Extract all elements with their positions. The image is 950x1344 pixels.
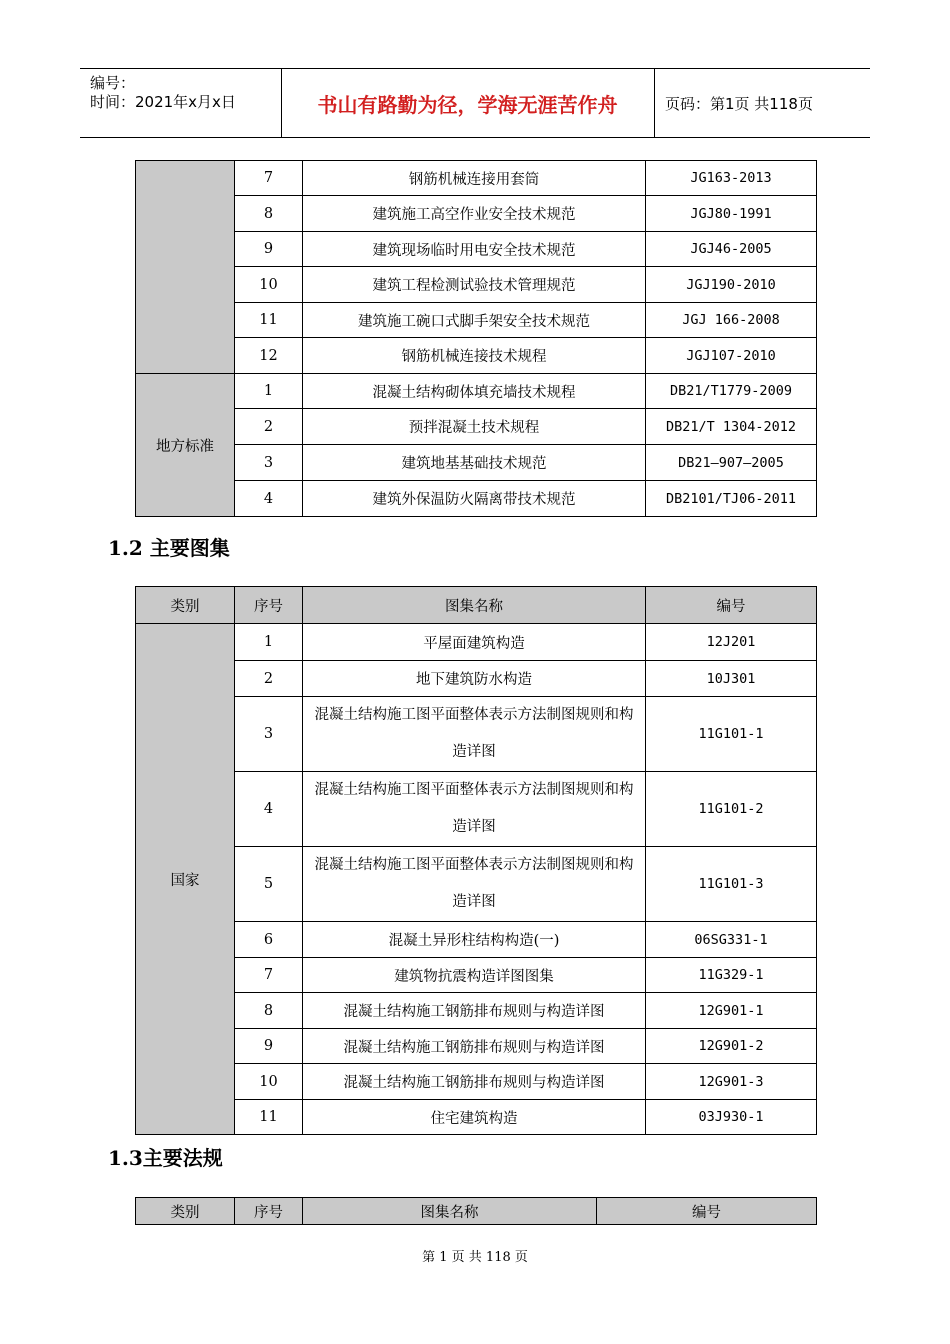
standards-table [135, 160, 817, 517]
table-row [136, 267, 817, 303]
category-local: 地方标准 [136, 374, 235, 517]
row-code: 12G901-2 [646, 1029, 817, 1064]
header-number: 序号 [235, 1198, 303, 1225]
row-code: JGJ80-1991 [646, 196, 817, 232]
row-name: 建筑工程检测试验技术管理规范 [303, 267, 646, 303]
row-code: JGJ107-2010 [646, 338, 817, 374]
row-name: 混凝土异形柱结构构造(一) [303, 922, 646, 958]
row-code: 11G101-2 [646, 772, 817, 847]
row-name: 钢筋机械连接技术规程 [303, 338, 646, 374]
header-info-cell [80, 69, 282, 137]
table-row [136, 445, 817, 481]
page-footer: 第 1 页 共 118 页 [422, 1250, 528, 1265]
table-row [136, 624, 817, 661]
row-name: 混凝土结构砌体填充墙技术规程 [303, 374, 646, 409]
row-code: DB21/T 1304-2012 [646, 409, 817, 445]
row-code: 12J201 [646, 624, 817, 661]
row-number: 8 [235, 196, 303, 232]
row-name: 建筑施工碗口式脚手架安全技术规范 [303, 303, 646, 338]
row-name: 混凝土结构施工钢筋排布规则与构造详图 [303, 1029, 646, 1064]
row-code: JGJ46-2005 [646, 232, 817, 267]
table-row [136, 374, 817, 409]
row-name: 预拌混凝土技术规程 [303, 409, 646, 445]
row-code: 10J301 [646, 661, 817, 697]
table-row [136, 847, 817, 922]
row-code: 03J930-1 [646, 1100, 817, 1135]
row-code: JGJ190-2010 [646, 267, 817, 303]
regulations-table [135, 1197, 817, 1225]
row-name: 混凝土结构施工图平面整体表示方法制图规则和构造详图 [303, 847, 646, 922]
row-name: 建筑现场临时用电安全技术规范 [303, 232, 646, 267]
table-row [136, 772, 817, 847]
row-number: 4 [235, 481, 303, 517]
row-number: 1 [235, 374, 303, 409]
table-row [136, 1029, 817, 1064]
row-number: 11 [235, 303, 303, 338]
row-number: 1 [235, 624, 303, 661]
row-number: 5 [235, 847, 303, 922]
row-code: 06SG331-1 [646, 922, 817, 958]
table-header-row [136, 587, 817, 624]
section-title: 1.3主要法规 [108, 1146, 223, 1170]
header-code: 编号 [646, 587, 817, 624]
row-code: DB21—907—2005 [646, 445, 817, 481]
row-number: 9 [235, 232, 303, 267]
category-cell [136, 161, 235, 374]
row-name: 混凝土结构施工图平面整体表示方法制图规则和构造详图 [303, 772, 646, 847]
row-code: DB21/T1779-2009 [646, 374, 817, 409]
row-number: 7 [235, 161, 303, 196]
header-category: 类别 [136, 1198, 235, 1225]
row-number: 12 [235, 338, 303, 374]
atlas-table [135, 586, 817, 1135]
row-name: 建筑地基基础技术规范 [303, 445, 646, 481]
motto: 书山有路勤为径，学海无涯苦作舟 [281, 69, 655, 137]
row-number: 3 [235, 697, 303, 772]
table-row [136, 481, 817, 517]
row-name: 地下建筑防水构造 [303, 661, 646, 697]
row-code: 12G901-1 [646, 993, 817, 1029]
row-name: 混凝土结构施工钢筋排布规则与构造详图 [303, 1064, 646, 1100]
table-row [136, 196, 817, 232]
row-code: 11G329-1 [646, 958, 817, 993]
table-row [136, 1100, 817, 1135]
row-name: 钢筋机械连接用套筒 [303, 161, 646, 196]
table-row [136, 338, 817, 374]
row-number: 3 [235, 445, 303, 481]
header-code: 编号 [597, 1198, 817, 1225]
table-row [136, 958, 817, 993]
section-title: 1.2 主要图集 [108, 536, 230, 560]
row-name: 建筑物抗震构造详图图集 [303, 958, 646, 993]
row-name: 建筑施工高空作业安全技术规范 [303, 196, 646, 232]
row-number: 4 [235, 772, 303, 847]
time-label: 时间：2021年x月x日 [90, 93, 236, 111]
header-name: 图集名称 [303, 587, 646, 624]
table-row [136, 1064, 817, 1100]
page-number-label: 页码：第1页 共118页 [665, 94, 813, 113]
code-label: 编号： [90, 74, 136, 92]
row-name: 混凝土结构施工钢筋排布规则与构造详图 [303, 993, 646, 1029]
row-number: 8 [235, 993, 303, 1029]
table-row [136, 161, 817, 196]
row-number: 2 [235, 409, 303, 445]
row-name: 建筑外保温防火隔离带技术规范 [303, 481, 646, 517]
table-row [136, 922, 817, 958]
table-row [136, 993, 817, 1029]
row-number: 10 [235, 1064, 303, 1100]
header-number: 序号 [235, 587, 303, 624]
table-row [136, 232, 817, 267]
category-national: 国家 [136, 624, 235, 1135]
row-code: DB2101/TJ06-2011 [646, 481, 817, 517]
table-row [136, 303, 817, 338]
table-row [136, 409, 817, 445]
row-code: JGJ 166-2008 [646, 303, 817, 338]
row-code: 12G901-3 [646, 1064, 817, 1100]
row-code: 11G101-3 [646, 847, 817, 922]
header-category: 类别 [136, 587, 235, 624]
header-name: 图集名称 [303, 1198, 597, 1225]
row-name: 住宅建筑构造 [303, 1100, 646, 1135]
row-number: 9 [235, 1029, 303, 1064]
row-number: 10 [235, 267, 303, 303]
table-row [136, 697, 817, 772]
page-header [80, 68, 870, 138]
row-number: 2 [235, 661, 303, 697]
row-code: 11G101-1 [646, 697, 817, 772]
row-name: 混凝土结构施工图平面整体表示方法制图规则和构造详图 [303, 697, 646, 772]
row-number: 11 [235, 1100, 303, 1135]
table-row [136, 661, 817, 697]
row-number: 6 [235, 922, 303, 958]
table-header-row [136, 1198, 817, 1225]
row-number: 7 [235, 958, 303, 993]
row-code: JG163-2013 [646, 161, 817, 196]
row-name: 平屋面建筑构造 [303, 624, 646, 661]
